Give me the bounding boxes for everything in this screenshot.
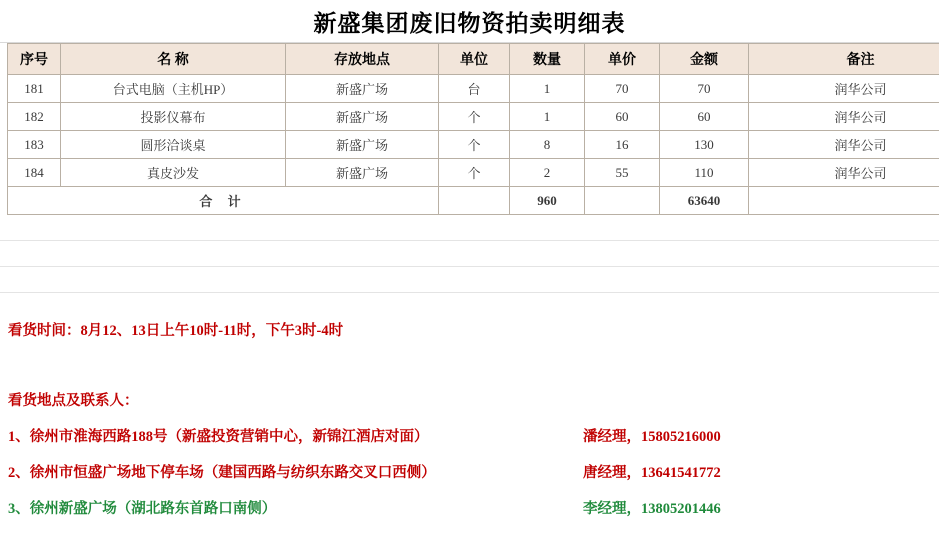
cell-remark: 润华公司 [749, 131, 939, 159]
column-header-unit-price: 单价 [585, 44, 660, 75]
total-amount: 63640 [660, 187, 749, 215]
cell-amount: 70 [660, 75, 749, 103]
location-address-3: 3、徐州新盛广场（湖北路东首路口南侧） [8, 501, 277, 517]
table-body [8, 75, 939, 215]
cell-location: 新盛广场 [286, 103, 439, 131]
table-total-row [8, 187, 939, 215]
notes-spacer-mid [8, 349, 931, 383]
location-contact-3: 李经理，13805201446 [583, 501, 721, 517]
page-title: 新盛集团废旧物资拍卖明细表 [313, 10, 626, 36]
location-address-2: 2、徐州市恒盛广场地下停车场（建国西路与纺织东路交叉口西侧） [8, 465, 436, 481]
table-row[interactable] [8, 103, 939, 131]
blank-row [0, 215, 939, 241]
cell-unit-price: 55 [585, 159, 660, 187]
location-entry-1 [8, 419, 931, 455]
location-entry-2 [8, 455, 931, 491]
view-location-header: 看货地点及联系人： [8, 393, 139, 409]
column-header-unit: 单位 [439, 44, 510, 75]
total-label: 合 计 [8, 187, 439, 215]
column-header-seq: 序号 [8, 44, 61, 75]
table-header-row [8, 44, 939, 75]
cell-remark: 润华公司 [749, 159, 939, 187]
cell-location: 新盛广场 [286, 159, 439, 187]
column-header-name: 名 称 [61, 44, 286, 75]
cell-amount: 60 [660, 103, 749, 131]
table-row[interactable] [8, 75, 939, 103]
view-time-note: 看货时间：8月12、13日上午10时-11时，下午3时-4时 [8, 323, 344, 339]
cell-name: 圆形洽谈桌 [61, 131, 286, 159]
location-contact-1: 潘经理，15805216000 [583, 429, 721, 445]
location-entry-3 [8, 491, 931, 527]
cell-unit: 台 [439, 75, 510, 103]
total-remark-cell [749, 187, 939, 215]
cell-unit-price: 70 [585, 75, 660, 103]
total-quantity: 960 [510, 187, 585, 215]
cell-seq: 181 [8, 75, 61, 103]
blank-rows-area [0, 215, 939, 293]
cell-name: 投影仪幕布 [61, 103, 286, 131]
document-title-row [0, 0, 939, 43]
cell-remark: 润华公司 [749, 75, 939, 103]
cell-unit-price: 60 [585, 103, 660, 131]
cell-seq: 182 [8, 103, 61, 131]
cell-location: 新盛广场 [286, 75, 439, 103]
location-address-1: 1、徐州市淮海西路188号（新盛投资营销中心，新锦江酒店对面） [8, 429, 429, 445]
blank-row [0, 267, 939, 293]
cell-amount: 130 [660, 131, 749, 159]
cell-quantity: 8 [510, 131, 585, 159]
column-header-quantity: 数量 [510, 44, 585, 75]
inventory-table [7, 43, 939, 215]
cell-unit: 个 [439, 159, 510, 187]
blank-row [0, 241, 939, 267]
cell-amount: 110 [660, 159, 749, 187]
cell-unit: 个 [439, 131, 510, 159]
cell-quantity: 1 [510, 103, 585, 131]
notes-section [0, 293, 939, 527]
cell-seq: 184 [8, 159, 61, 187]
cell-unit-price: 16 [585, 131, 660, 159]
cell-name: 台式电脑（主机HP） [61, 75, 286, 103]
cell-quantity: 1 [510, 75, 585, 103]
total-price-cell [585, 187, 660, 215]
column-header-location: 存放地点 [286, 44, 439, 75]
location-contact-2: 唐经理，13641541772 [583, 465, 721, 481]
column-header-amount: 金额 [660, 44, 749, 75]
table-header [8, 44, 939, 75]
cell-seq: 183 [8, 131, 61, 159]
cell-location: 新盛广场 [286, 131, 439, 159]
column-header-remark: 备注 [749, 44, 939, 75]
cell-unit: 个 [439, 103, 510, 131]
cell-remark: 润华公司 [749, 103, 939, 131]
table-row[interactable] [8, 159, 939, 187]
cell-quantity: 2 [510, 159, 585, 187]
cell-name: 真皮沙发 [61, 159, 286, 187]
total-unit-cell [439, 187, 510, 215]
table-row[interactable] [8, 131, 939, 159]
notes-spacer-top [8, 293, 931, 313]
